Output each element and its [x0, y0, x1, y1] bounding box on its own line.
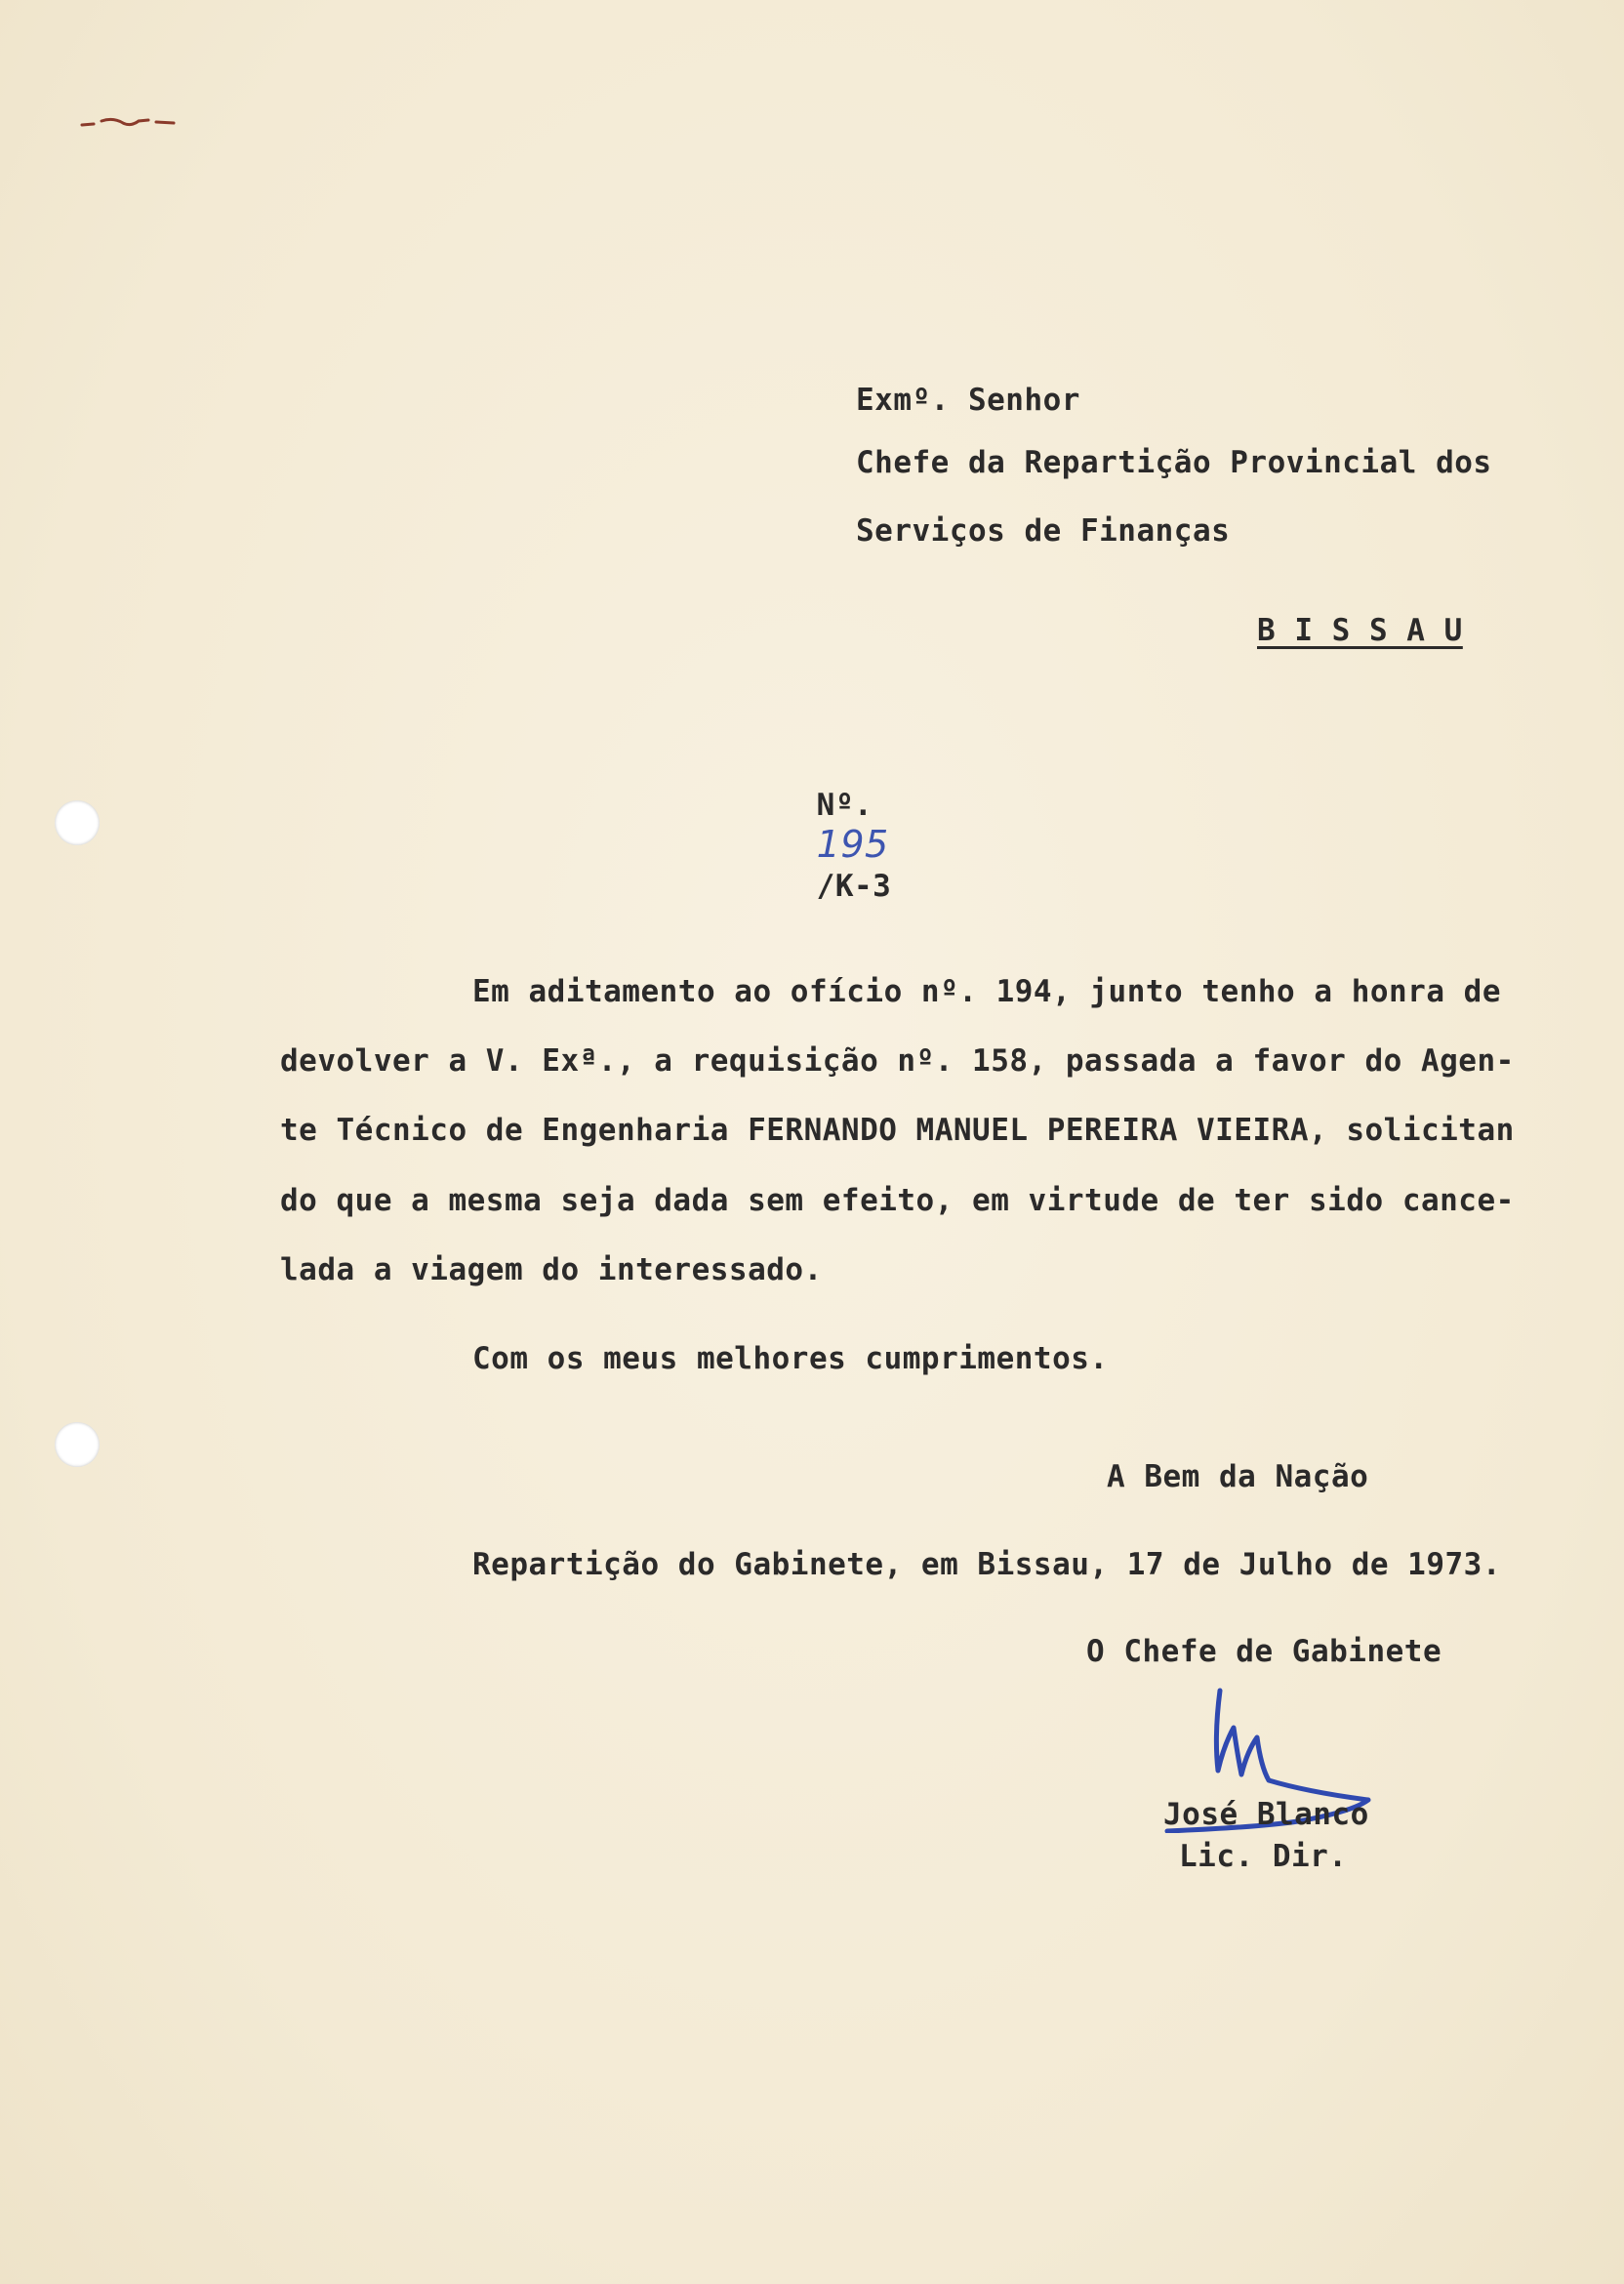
recipient-line-2: Serviços de Finanças: [856, 513, 1231, 549]
signer-name: José Blanco: [1163, 1797, 1369, 1832]
ink-stain-mark: [80, 115, 187, 131]
body-line-3: te Técnico de Engenharia FERNANDO MANUEL PEREIRA VIEIRA, solicitan: [280, 1113, 1515, 1148]
punch-hole-bottom: [55, 1422, 100, 1467]
signer-title: Lic. Dir.: [1179, 1839, 1348, 1874]
reference-prefix: Nº.: [816, 788, 873, 823]
closing-line: Com os meus melhores cumprimentos.: [472, 1341, 1109, 1376]
body-line-1: Em aditamento ao ofício nº. 194, junto tenho a honra de: [472, 974, 1501, 1009]
punch-hole-top: [55, 800, 100, 845]
recipient-city: B I S S A U: [1257, 613, 1463, 648]
motto: A Bem da Nação: [1107, 1459, 1369, 1494]
body-line-4: do que a mesma seja dada sem efeito, em virtude de ter sido cance-: [280, 1183, 1515, 1218]
salutation: Exmº. Senhor: [856, 383, 1080, 418]
reference-number: [742, 747, 891, 945]
body-line-5: lada a viagem do interessado.: [280, 1252, 823, 1287]
reference-handwritten-number: 195: [816, 823, 889, 866]
recipient-line-1: Chefe da Repartição Provincial dos: [856, 445, 1492, 480]
place-date: Repartição do Gabinete, em Bissau, 17 de Julho de 1973.: [472, 1547, 1501, 1582]
reference-suffix: /K-3: [816, 869, 892, 904]
body-line-2: devolver a V. Exª., a requisição nº. 158, passada a favor do Agen-: [280, 1043, 1515, 1079]
signer-role: O Chefe de Gabinete: [1086, 1634, 1442, 1669]
